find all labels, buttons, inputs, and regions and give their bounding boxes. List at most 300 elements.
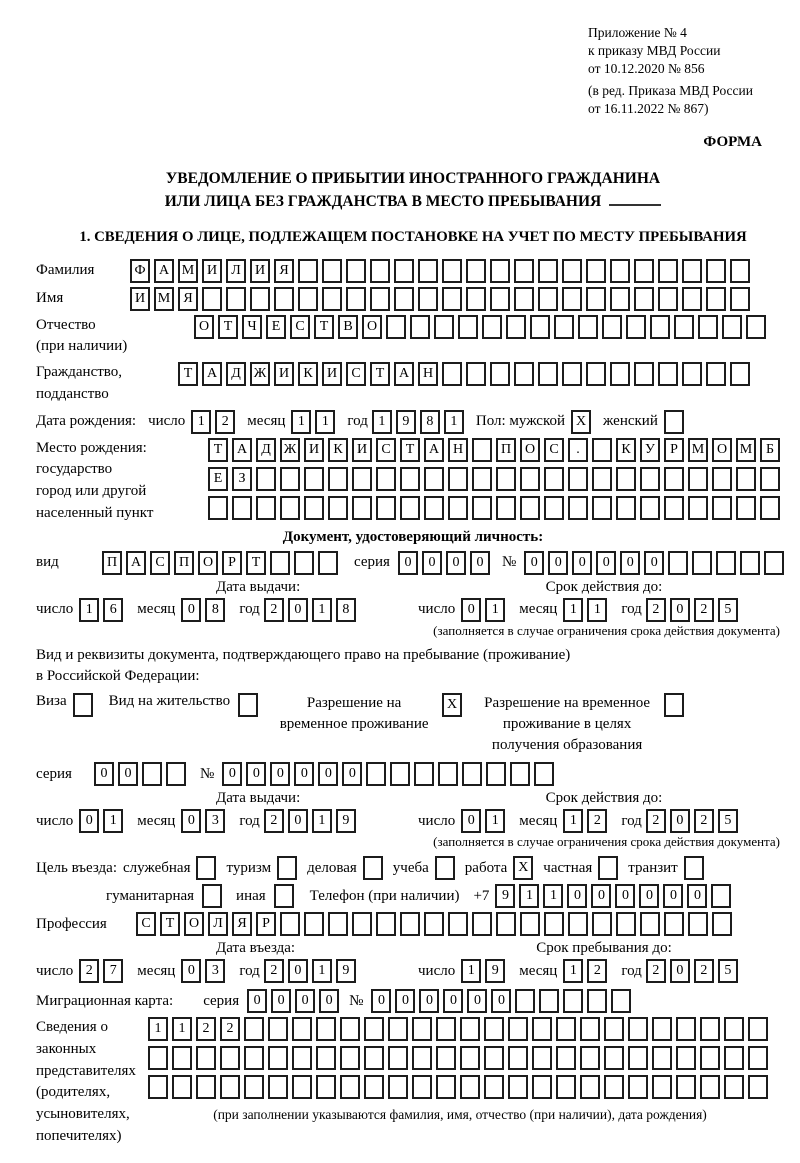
form-cell[interactable]: 0 bbox=[491, 989, 511, 1013]
form-cell[interactable] bbox=[388, 1075, 408, 1099]
form-cell[interactable] bbox=[628, 1046, 648, 1070]
form-cell[interactable] bbox=[700, 1017, 720, 1041]
form-cell[interactable]: Ж bbox=[250, 362, 270, 386]
form-cell[interactable] bbox=[442, 259, 462, 283]
form-cell[interactable]: 8 bbox=[336, 598, 356, 622]
form-cell[interactable]: 0 bbox=[247, 989, 267, 1013]
form-cell[interactable] bbox=[538, 259, 558, 283]
form-cell[interactable] bbox=[592, 438, 612, 462]
form-cell[interactable] bbox=[616, 496, 636, 520]
form-cell[interactable] bbox=[370, 287, 390, 311]
form-cell[interactable] bbox=[208, 496, 228, 520]
form-cell[interactable]: 1 bbox=[372, 410, 392, 434]
form-cell[interactable] bbox=[322, 287, 342, 311]
form-cell[interactable]: 0 bbox=[246, 762, 266, 786]
form-cell[interactable] bbox=[652, 1075, 672, 1099]
form-cell[interactable] bbox=[510, 762, 530, 786]
form-cell[interactable]: А bbox=[232, 438, 252, 462]
form-cell[interactable] bbox=[352, 467, 372, 491]
form-cell[interactable] bbox=[628, 1017, 648, 1041]
form-cell[interactable]: И bbox=[274, 362, 294, 386]
form-cell[interactable] bbox=[298, 287, 318, 311]
form-cell[interactable] bbox=[274, 884, 294, 908]
form-cell[interactable]: Р bbox=[222, 551, 242, 575]
form-cell[interactable]: Ф bbox=[130, 259, 150, 283]
form-cell[interactable] bbox=[568, 912, 588, 936]
form-cell[interactable]: 9 bbox=[336, 809, 356, 833]
form-cell[interactable]: 1 bbox=[563, 598, 583, 622]
form-cell[interactable] bbox=[688, 467, 708, 491]
form-cell[interactable]: 8 bbox=[205, 598, 225, 622]
form-cell[interactable] bbox=[172, 1046, 192, 1070]
form-cell[interactable]: Т bbox=[314, 315, 334, 339]
form-cell[interactable] bbox=[556, 1017, 576, 1041]
form-cell[interactable]: 0 bbox=[446, 551, 466, 575]
form-cell[interactable] bbox=[658, 259, 678, 283]
form-cell[interactable]: Л bbox=[226, 259, 246, 283]
form-cell[interactable]: 0 bbox=[288, 959, 308, 983]
form-cell[interactable] bbox=[692, 551, 712, 575]
form-cell[interactable]: Б bbox=[760, 438, 780, 462]
form-cell[interactable] bbox=[664, 410, 684, 434]
form-cell[interactable]: И bbox=[352, 438, 372, 462]
form-cell[interactable]: 2 bbox=[587, 959, 607, 983]
form-cell[interactable] bbox=[748, 1046, 768, 1070]
form-cell[interactable] bbox=[730, 259, 750, 283]
form-cell[interactable] bbox=[698, 315, 718, 339]
form-cell[interactable] bbox=[706, 259, 726, 283]
form-cell[interactable]: Я bbox=[178, 287, 198, 311]
form-cell[interactable] bbox=[388, 1017, 408, 1041]
form-cell[interactable] bbox=[736, 496, 756, 520]
form-cell[interactable]: Т bbox=[160, 912, 180, 936]
form-cell[interactable]: 0 bbox=[118, 762, 138, 786]
form-cell[interactable]: 0 bbox=[524, 551, 544, 575]
form-cell[interactable]: 0 bbox=[572, 551, 592, 575]
form-cell[interactable] bbox=[238, 693, 258, 717]
form-cell[interactable]: X bbox=[513, 856, 533, 880]
form-cell[interactable] bbox=[366, 762, 386, 786]
form-cell[interactable] bbox=[556, 1075, 576, 1099]
form-cell[interactable] bbox=[73, 693, 93, 717]
form-cell[interactable] bbox=[268, 1017, 288, 1041]
form-cell[interactable] bbox=[316, 1075, 336, 1099]
form-cell[interactable] bbox=[658, 362, 678, 386]
form-cell[interactable] bbox=[277, 856, 297, 880]
form-cell[interactable]: А bbox=[154, 259, 174, 283]
form-cell[interactable]: 0 bbox=[467, 989, 487, 1013]
form-cell[interactable]: О bbox=[362, 315, 382, 339]
form-cell[interactable]: И bbox=[202, 259, 222, 283]
form-cell[interactable] bbox=[412, 1075, 432, 1099]
form-cell[interactable] bbox=[400, 912, 420, 936]
form-cell[interactable] bbox=[748, 1075, 768, 1099]
form-cell[interactable] bbox=[563, 989, 583, 1013]
form-cell[interactable] bbox=[328, 467, 348, 491]
form-cell[interactable] bbox=[424, 467, 444, 491]
form-cell[interactable]: 0 bbox=[288, 809, 308, 833]
form-cell[interactable] bbox=[532, 1075, 552, 1099]
form-cell[interactable] bbox=[298, 259, 318, 283]
form-cell[interactable] bbox=[466, 362, 486, 386]
form-cell[interactable] bbox=[508, 1046, 528, 1070]
form-cell[interactable] bbox=[520, 467, 540, 491]
form-cell[interactable]: 0 bbox=[548, 551, 568, 575]
form-cell[interactable] bbox=[352, 496, 372, 520]
form-cell[interactable] bbox=[532, 1046, 552, 1070]
form-cell[interactable] bbox=[220, 1046, 240, 1070]
form-cell[interactable]: 2 bbox=[646, 959, 666, 983]
form-cell[interactable] bbox=[706, 287, 726, 311]
form-cell[interactable] bbox=[634, 362, 654, 386]
form-cell[interactable] bbox=[328, 496, 348, 520]
form-cell[interactable]: 0 bbox=[318, 762, 338, 786]
form-cell[interactable] bbox=[634, 259, 654, 283]
form-cell[interactable]: 0 bbox=[419, 989, 439, 1013]
form-cell[interactable] bbox=[172, 1075, 192, 1099]
form-cell[interactable]: А bbox=[424, 438, 444, 462]
form-cell[interactable] bbox=[616, 912, 636, 936]
form-cell[interactable] bbox=[390, 762, 410, 786]
form-cell[interactable] bbox=[568, 496, 588, 520]
form-cell[interactable] bbox=[352, 912, 372, 936]
form-cell[interactable] bbox=[539, 989, 559, 1013]
form-cell[interactable]: 2 bbox=[264, 959, 284, 983]
form-cell[interactable]: Р bbox=[664, 438, 684, 462]
form-cell[interactable] bbox=[616, 467, 636, 491]
form-cell[interactable] bbox=[202, 884, 222, 908]
form-cell[interactable] bbox=[580, 1075, 600, 1099]
form-cell[interactable] bbox=[532, 1017, 552, 1041]
form-cell[interactable] bbox=[364, 1017, 384, 1041]
form-cell[interactable]: З bbox=[232, 467, 252, 491]
form-cell[interactable]: 1 bbox=[485, 809, 505, 833]
form-cell[interactable]: 5 bbox=[718, 809, 738, 833]
form-cell[interactable] bbox=[256, 467, 276, 491]
form-cell[interactable]: 0 bbox=[181, 809, 201, 833]
form-cell[interactable] bbox=[556, 1046, 576, 1070]
form-cell[interactable] bbox=[515, 989, 535, 1013]
form-cell[interactable]: Т bbox=[400, 438, 420, 462]
form-cell[interactable]: 0 bbox=[79, 809, 99, 833]
form-cell[interactable] bbox=[304, 912, 324, 936]
form-cell[interactable]: 9 bbox=[495, 884, 515, 908]
form-cell[interactable] bbox=[472, 912, 492, 936]
form-cell[interactable] bbox=[250, 287, 270, 311]
form-cell[interactable]: Т bbox=[246, 551, 266, 575]
form-cell[interactable] bbox=[256, 496, 276, 520]
form-cell[interactable] bbox=[674, 315, 694, 339]
form-cell[interactable]: 3 bbox=[205, 959, 225, 983]
form-cell[interactable]: 2 bbox=[694, 959, 714, 983]
form-cell[interactable]: О bbox=[520, 438, 540, 462]
form-cell[interactable] bbox=[244, 1017, 264, 1041]
form-cell[interactable] bbox=[496, 467, 516, 491]
form-cell[interactable] bbox=[514, 362, 534, 386]
form-cell[interactable]: 3 bbox=[205, 809, 225, 833]
form-cell[interactable]: М bbox=[688, 438, 708, 462]
form-cell[interactable] bbox=[530, 315, 550, 339]
form-cell[interactable] bbox=[460, 1046, 480, 1070]
form-cell[interactable]: 0 bbox=[288, 598, 308, 622]
form-cell[interactable] bbox=[538, 287, 558, 311]
form-cell[interactable] bbox=[682, 362, 702, 386]
form-cell[interactable] bbox=[562, 362, 582, 386]
form-cell[interactable] bbox=[664, 467, 684, 491]
form-cell[interactable]: 0 bbox=[670, 959, 690, 983]
form-cell[interactable] bbox=[592, 496, 612, 520]
form-cell[interactable] bbox=[414, 762, 434, 786]
form-cell[interactable] bbox=[268, 1075, 288, 1099]
form-cell[interactable] bbox=[676, 1017, 696, 1041]
form-cell[interactable] bbox=[592, 912, 612, 936]
form-cell[interactable]: 0 bbox=[639, 884, 659, 908]
form-cell[interactable] bbox=[458, 315, 478, 339]
form-cell[interactable]: 0 bbox=[398, 551, 418, 575]
form-cell[interactable] bbox=[730, 287, 750, 311]
form-cell[interactable] bbox=[602, 315, 622, 339]
form-cell[interactable] bbox=[482, 315, 502, 339]
form-cell[interactable] bbox=[232, 496, 252, 520]
form-cell[interactable] bbox=[148, 1075, 168, 1099]
form-cell[interactable]: Н bbox=[418, 362, 438, 386]
form-cell[interactable] bbox=[604, 1075, 624, 1099]
form-cell[interactable]: И bbox=[322, 362, 342, 386]
form-cell[interactable] bbox=[418, 259, 438, 283]
form-cell[interactable] bbox=[664, 693, 684, 717]
form-cell[interactable] bbox=[640, 467, 660, 491]
form-cell[interactable] bbox=[294, 551, 314, 575]
form-cell[interactable] bbox=[568, 467, 588, 491]
form-cell[interactable]: 8 bbox=[420, 410, 440, 434]
form-cell[interactable]: Н bbox=[448, 438, 468, 462]
form-cell[interactable] bbox=[340, 1046, 360, 1070]
form-cell[interactable]: С bbox=[136, 912, 156, 936]
form-cell[interactable]: 0 bbox=[443, 989, 463, 1013]
form-cell[interactable] bbox=[322, 259, 342, 283]
form-cell[interactable] bbox=[472, 467, 492, 491]
form-cell[interactable]: 7 bbox=[103, 959, 123, 983]
form-cell[interactable]: 5 bbox=[718, 598, 738, 622]
form-cell[interactable]: С bbox=[290, 315, 310, 339]
form-cell[interactable] bbox=[592, 467, 612, 491]
form-cell[interactable] bbox=[370, 259, 390, 283]
form-cell[interactable] bbox=[520, 912, 540, 936]
form-cell[interactable] bbox=[724, 1017, 744, 1041]
form-cell[interactable]: 0 bbox=[395, 989, 415, 1013]
form-cell[interactable]: И bbox=[130, 287, 150, 311]
form-cell[interactable]: С bbox=[376, 438, 396, 462]
form-cell[interactable] bbox=[554, 315, 574, 339]
form-cell[interactable] bbox=[448, 912, 468, 936]
form-cell[interactable] bbox=[506, 315, 526, 339]
form-cell[interactable] bbox=[722, 315, 742, 339]
form-cell[interactable] bbox=[304, 496, 324, 520]
form-cell[interactable]: П bbox=[102, 551, 122, 575]
form-cell[interactable] bbox=[682, 287, 702, 311]
form-cell[interactable] bbox=[544, 496, 564, 520]
form-cell[interactable]: Е bbox=[208, 467, 228, 491]
form-cell[interactable]: В bbox=[338, 315, 358, 339]
form-cell[interactable] bbox=[274, 287, 294, 311]
form-cell[interactable]: 1 bbox=[485, 598, 505, 622]
form-cell[interactable] bbox=[712, 467, 732, 491]
form-cell[interactable]: О bbox=[184, 912, 204, 936]
form-cell[interactable]: А bbox=[394, 362, 414, 386]
form-cell[interactable]: 1 bbox=[79, 598, 99, 622]
form-cell[interactable] bbox=[436, 1046, 456, 1070]
form-cell[interactable]: М bbox=[154, 287, 174, 311]
form-cell[interactable]: 1 bbox=[312, 809, 332, 833]
form-cell[interactable] bbox=[490, 362, 510, 386]
form-cell[interactable] bbox=[202, 287, 222, 311]
form-cell[interactable]: X bbox=[571, 410, 591, 434]
form-cell[interactable] bbox=[496, 912, 516, 936]
form-cell[interactable] bbox=[412, 1046, 432, 1070]
form-cell[interactable] bbox=[436, 1075, 456, 1099]
form-cell[interactable]: . bbox=[568, 438, 588, 462]
form-cell[interactable] bbox=[484, 1017, 504, 1041]
form-cell[interactable] bbox=[424, 912, 444, 936]
form-cell[interactable] bbox=[388, 1046, 408, 1070]
form-cell[interactable] bbox=[711, 884, 731, 908]
form-cell[interactable] bbox=[712, 496, 732, 520]
form-cell[interactable]: Е bbox=[266, 315, 286, 339]
form-cell[interactable] bbox=[610, 259, 630, 283]
form-cell[interactable]: 2 bbox=[587, 809, 607, 833]
form-cell[interactable]: 9 bbox=[336, 959, 356, 983]
form-cell[interactable]: 0 bbox=[567, 884, 587, 908]
form-cell[interactable]: С bbox=[150, 551, 170, 575]
form-cell[interactable] bbox=[746, 315, 766, 339]
form-cell[interactable]: И bbox=[304, 438, 324, 462]
form-cell[interactable] bbox=[706, 362, 726, 386]
form-cell[interactable] bbox=[166, 762, 186, 786]
form-cell[interactable] bbox=[611, 989, 631, 1013]
form-cell[interactable] bbox=[196, 1075, 216, 1099]
form-cell[interactable] bbox=[328, 912, 348, 936]
form-cell[interactable]: 0 bbox=[270, 762, 290, 786]
form-cell[interactable] bbox=[460, 1075, 480, 1099]
form-cell[interactable] bbox=[280, 912, 300, 936]
form-cell[interactable] bbox=[730, 362, 750, 386]
form-cell[interactable] bbox=[410, 315, 430, 339]
form-cell[interactable]: 0 bbox=[342, 762, 362, 786]
form-cell[interactable] bbox=[580, 1017, 600, 1041]
form-cell[interactable] bbox=[292, 1046, 312, 1070]
form-cell[interactable] bbox=[142, 762, 162, 786]
form-cell[interactable]: 9 bbox=[396, 410, 416, 434]
form-cell[interactable] bbox=[538, 362, 558, 386]
form-cell[interactable] bbox=[148, 1046, 168, 1070]
form-cell[interactable] bbox=[292, 1017, 312, 1041]
form-cell[interactable] bbox=[394, 287, 414, 311]
form-cell[interactable] bbox=[244, 1075, 264, 1099]
form-cell[interactable] bbox=[604, 1017, 624, 1041]
form-cell[interactable]: 0 bbox=[670, 598, 690, 622]
form-cell[interactable]: 0 bbox=[670, 809, 690, 833]
form-cell[interactable]: 1 bbox=[587, 598, 607, 622]
form-cell[interactable] bbox=[346, 259, 366, 283]
form-cell[interactable]: 2 bbox=[694, 809, 714, 833]
form-cell[interactable] bbox=[736, 467, 756, 491]
form-cell[interactable]: Д bbox=[226, 362, 246, 386]
form-cell[interactable] bbox=[448, 496, 468, 520]
form-cell[interactable] bbox=[226, 287, 246, 311]
form-cell[interactable] bbox=[442, 362, 462, 386]
form-cell[interactable] bbox=[490, 287, 510, 311]
form-cell[interactable] bbox=[434, 315, 454, 339]
form-cell[interactable] bbox=[688, 496, 708, 520]
form-cell[interactable] bbox=[508, 1075, 528, 1099]
form-cell[interactable] bbox=[270, 551, 290, 575]
form-cell[interactable] bbox=[586, 287, 606, 311]
form-cell[interactable]: 0 bbox=[620, 551, 640, 575]
form-cell[interactable]: X bbox=[442, 693, 462, 717]
form-cell[interactable] bbox=[652, 1017, 672, 1041]
form-cell[interactable] bbox=[658, 287, 678, 311]
form-cell[interactable]: 0 bbox=[181, 959, 201, 983]
form-cell[interactable]: 6 bbox=[103, 598, 123, 622]
form-cell[interactable]: 5 bbox=[718, 959, 738, 983]
form-cell[interactable]: 0 bbox=[294, 762, 314, 786]
form-cell[interactable]: Ч bbox=[242, 315, 262, 339]
form-cell[interactable]: 1 bbox=[103, 809, 123, 833]
form-cell[interactable]: 1 bbox=[543, 884, 563, 908]
form-cell[interactable]: И bbox=[250, 259, 270, 283]
form-cell[interactable] bbox=[472, 438, 492, 462]
form-cell[interactable]: О bbox=[198, 551, 218, 575]
form-cell[interactable] bbox=[764, 551, 784, 575]
form-cell[interactable] bbox=[700, 1046, 720, 1070]
form-cell[interactable]: 0 bbox=[295, 989, 315, 1013]
form-cell[interactable] bbox=[628, 1075, 648, 1099]
form-cell[interactable] bbox=[316, 1046, 336, 1070]
form-cell[interactable]: 0 bbox=[644, 551, 664, 575]
form-cell[interactable] bbox=[364, 1046, 384, 1070]
form-cell[interactable] bbox=[466, 259, 486, 283]
form-cell[interactable]: 2 bbox=[264, 598, 284, 622]
form-cell[interactable]: 9 bbox=[485, 959, 505, 983]
form-cell[interactable]: Т bbox=[370, 362, 390, 386]
form-cell[interactable] bbox=[688, 912, 708, 936]
form-cell[interactable] bbox=[280, 496, 300, 520]
form-cell[interactable] bbox=[604, 1046, 624, 1070]
form-cell[interactable] bbox=[652, 1046, 672, 1070]
form-cell[interactable] bbox=[462, 762, 482, 786]
form-cell[interactable] bbox=[598, 856, 618, 880]
form-cell[interactable] bbox=[220, 1075, 240, 1099]
form-cell[interactable] bbox=[386, 315, 406, 339]
form-cell[interactable]: 0 bbox=[319, 989, 339, 1013]
form-cell[interactable]: 1 bbox=[444, 410, 464, 434]
form-cell[interactable]: Л bbox=[208, 912, 228, 936]
form-cell[interactable] bbox=[438, 762, 458, 786]
form-cell[interactable] bbox=[544, 912, 564, 936]
form-cell[interactable]: К bbox=[616, 438, 636, 462]
form-cell[interactable]: П bbox=[496, 438, 516, 462]
form-cell[interactable]: 2 bbox=[264, 809, 284, 833]
form-cell[interactable]: 1 bbox=[563, 959, 583, 983]
form-cell[interactable] bbox=[676, 1046, 696, 1070]
form-cell[interactable]: Я bbox=[274, 259, 294, 283]
form-cell[interactable] bbox=[363, 856, 383, 880]
form-cell[interactable] bbox=[580, 1046, 600, 1070]
form-cell[interactable] bbox=[490, 259, 510, 283]
form-cell[interactable]: 1 bbox=[312, 598, 332, 622]
form-cell[interactable] bbox=[394, 259, 414, 283]
form-cell[interactable] bbox=[586, 362, 606, 386]
